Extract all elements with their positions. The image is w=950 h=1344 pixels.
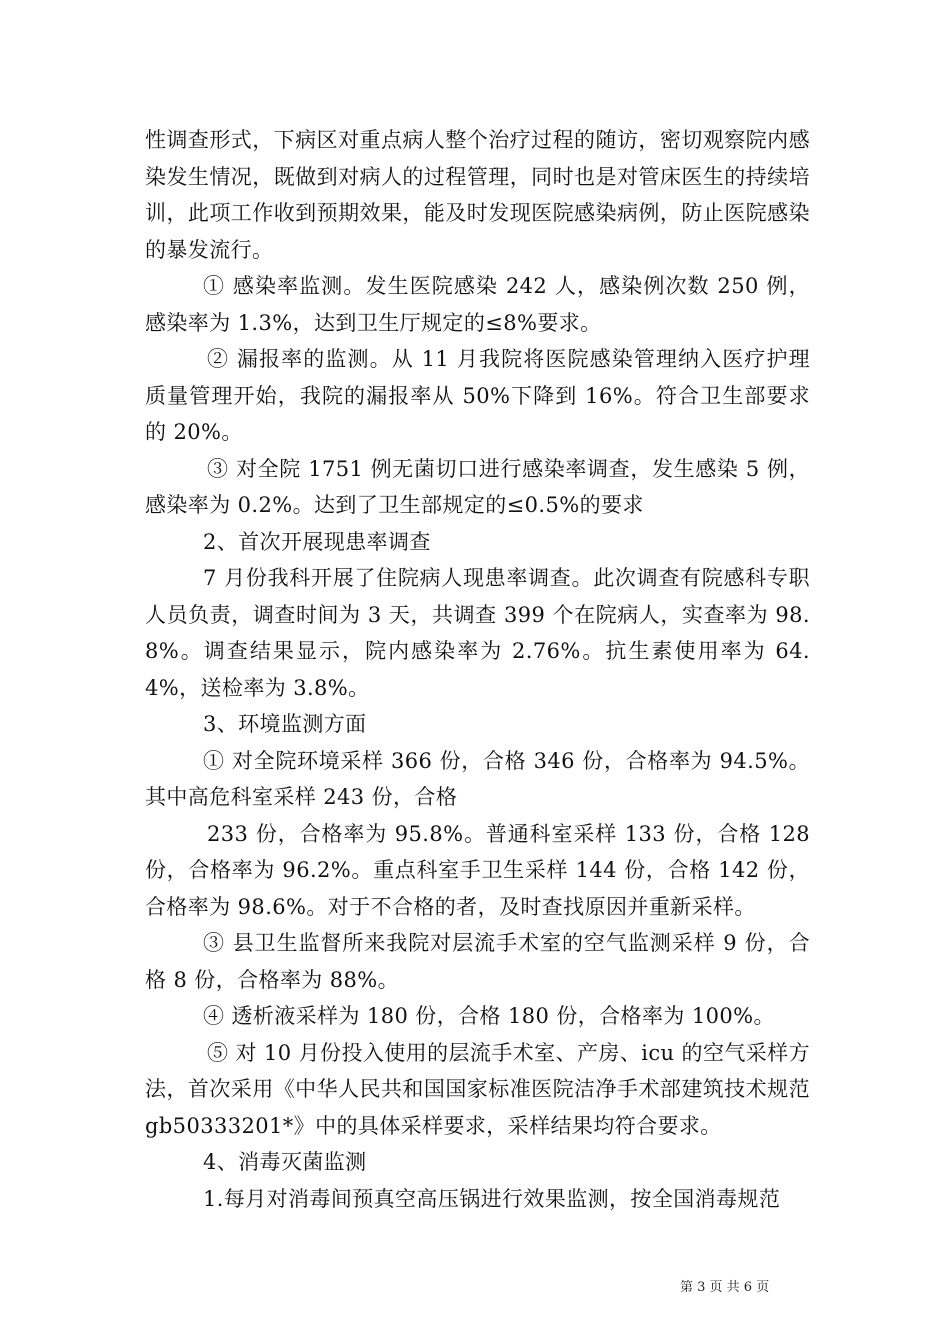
section-heading-3: 3、环境监测方面: [203, 712, 367, 736]
page-number: 第 3 页 共 6 页: [680, 1280, 770, 1295]
document-body: [145, 122, 810, 1217]
paragraph-4: ③ 对全院 1751 例无菌切口进行感染率调查，发生感染 5 例，感染率为 0.2%。达到了卫生部规定的≤0.5%的要求: [145, 456, 810, 517]
paragraph-7: 233 份，合格率为 95.8%。普通科室采样 133 份，合格 128 份，合格率为 96.2%。重点科室手卫生采样 144 份，合格 142 份，合格率为 98.6%。对于不合格的者，及时查找原因并重新采样。: [145, 821, 810, 919]
paragraph-3: ② 漏报率的监测。从 11 月我院将医院感染管理纳入医疗护理质量管理开始，我院的漏报率从 50%下降到 16%。符合卫生部要求的 20%。: [145, 347, 810, 444]
paragraph-5: 7 月份我科开展了住院病人现患率调查。此次调查有院感科专职人员负责，调查时间为 3 天，共调查 399 个在院病人，实查率为 98.8%。调查结果显示，院内感染率为 2.76%。抗生素使用率为 64.4%，送检率为 3.8%。: [145, 566, 810, 700]
paragraph-11: 1.每月对消毒间预真空高压锅进行效果监测，按全国消毒规范: [203, 1186, 781, 1211]
paragraph-8: ③ 县卫生监督所来我院对层流手术室的空气监测采样 9 份，合格 8 份，合格率为 88%。: [145, 931, 810, 992]
paragraph-6: ① 对全院环境采样 366 份，合格 346 份，合格率为 94.5%。其中高危科室采样 243 份，合格: [145, 748, 810, 809]
section-heading-4: 4、消毒灭菌监测: [203, 1150, 367, 1174]
paragraph-1: 性调查形式，下病区对重点病人整个治疗过程的随访，密切观察院内感染发生情况，既做到对病人的过程管理，同时也是对管床医生的持续培训，此项工作收到预期效果，能及时发现医院感染病例，防止医院感染的暴发流行。: [145, 128, 810, 262]
paragraph-10: ⑤ 对 10 月份投入使用的层流手术室、产房、icu 的空气采样方法，首次采用《中华人民共和国国家标准医院洁净手术部建筑技术规范 gb50333201*》中的具体采样要求，采样结果均符合要求。: [145, 1040, 810, 1138]
section-heading-2: 2、首次开展现患率调查: [203, 529, 431, 554]
paragraph-9: ④ 透析液采样为 180 份，合格 180 份，合格率为 100%。: [203, 1004, 775, 1028]
paragraph-2: ① 感染率监测。发生医院感染 242 人，感染例次数 250 例，感染率为 1.3%，达到卫生厅规定的≤8%要求。: [145, 274, 810, 335]
